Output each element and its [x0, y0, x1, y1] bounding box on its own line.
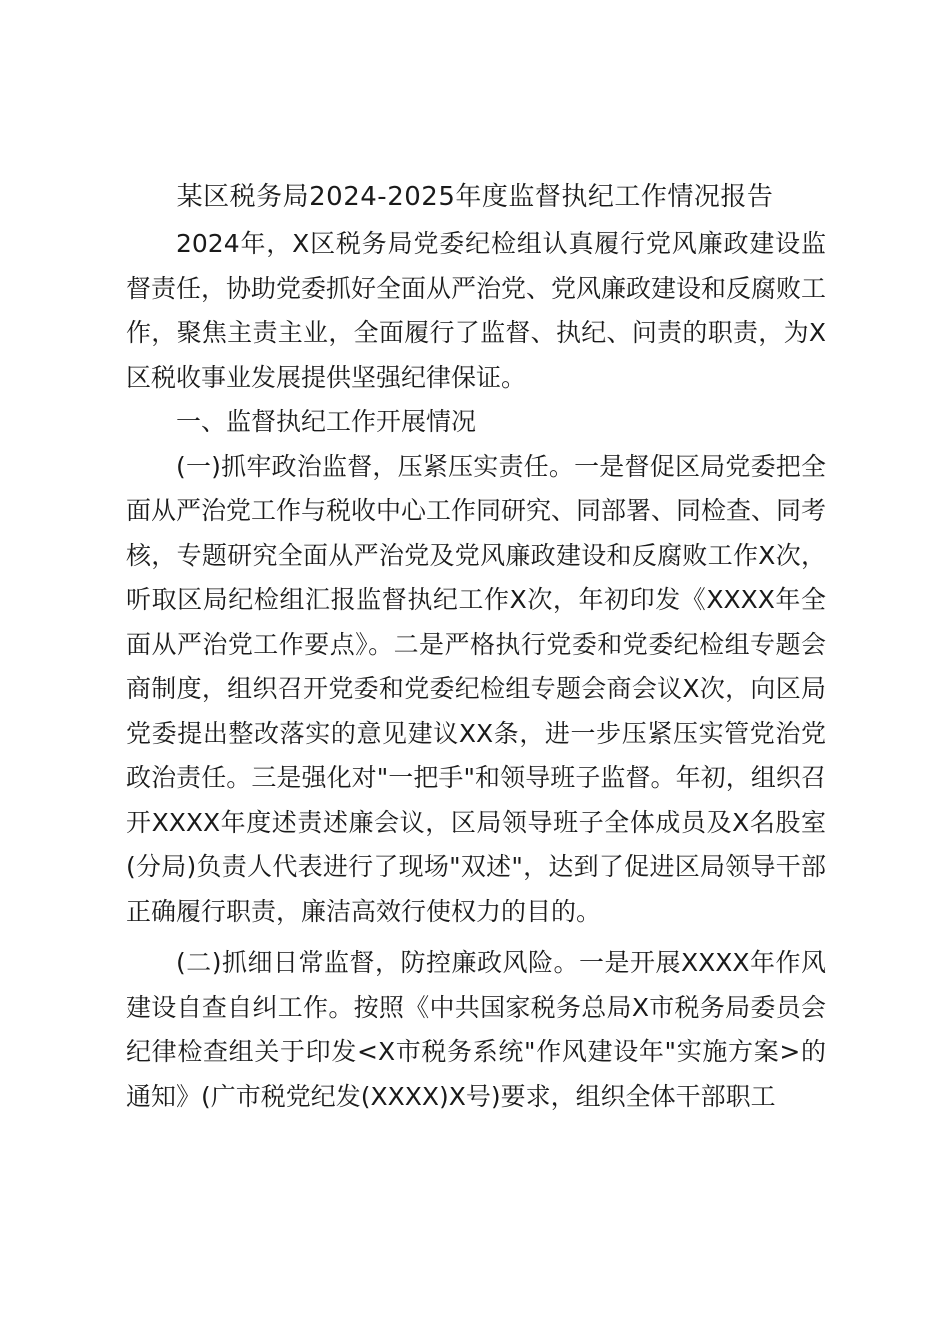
- section-heading: 一、监督执纪工作开展情况: [176, 407, 477, 436]
- subsection-paragraph-2: (二)抓细日常监督，防控廉政风险。一是开展XXXX年作风建设自查自纠工作。按照《中共国家税务总局X市税务局委员会纪律检查组关于印发<X市税务系统"作风建设年"实施方案>的通知》(广市税党纪发(XXXX)X号)要求，组织全体干部职工: [126, 948, 826, 1111]
- document-title: 某区税务局2024-2025年度监督执纪工作情况报告: [176, 182, 774, 212]
- intro-paragraph: 2024年，X区税务局党委纪检组认真履行党风廉政建设监督责任，协助党委抓好全面从严治党、党风廉政建设和反腐败工作，聚焦主责主业，全面履行了监督、执纪、问责的职责，为X区税收事业发展提供坚强纪律保证。: [126, 229, 827, 392]
- document-body: [126, 222, 826, 1119]
- subsection-paragraph-1: (一)抓牢政治监督，压紧压实责任。一是督促区局党委把全面从严治党工作与税收中心工作同研究、同部署、同检查、同考核，专题研究全面从严治党及党风廉政建设和反腐败工作X次，听取区局纪检组汇报监督执纪工作X次，年初印发《XXXX年全面从严治党工作要点》。二是严格执行党委和党委纪检组专题会商制度，组织召开党委和党委纪检组专题会商会议X次，向区局党委提出整改落实的意见建议XX条，进一步压紧压实管党治党政治责任。三是强化对"一把手"和领导班子监督。年初，组织召开XXXX年度述责述廉会议，区局领导班子全体成员及X名股室(分局)负责人代表进行了现场"双述"，达到了促进区局领导干部正确履行职责，廉洁高效行使权力的目的。: [126, 451, 827, 926]
